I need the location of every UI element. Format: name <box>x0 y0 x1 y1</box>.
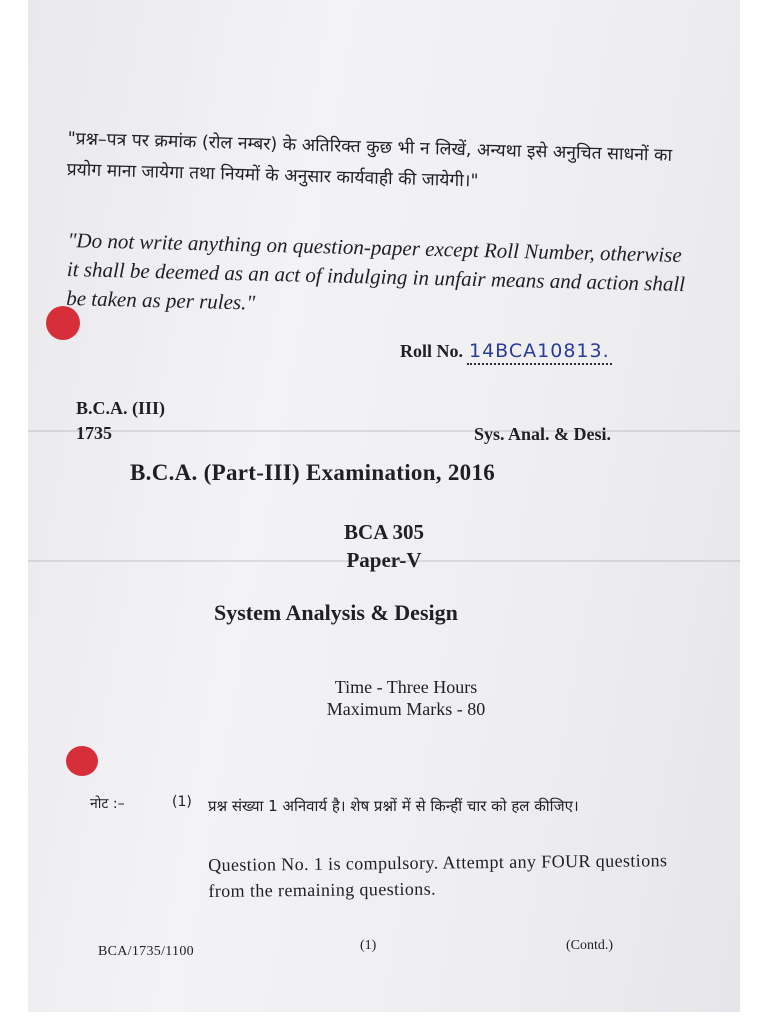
paper-code: BCA 305 <box>344 520 424 544</box>
footer-paper-code: BCA/1735/1100 <box>98 944 194 959</box>
paper-code-block <box>28 518 740 574</box>
hindi-warning-text: "प्रश्न–पत्र पर क्रमांक (रोल नम्बर) के अतिरिक्त कुछ भी न लिखें, अन्यथा इसे अनुचित साधनों का प्रयोग माना जायेगा तथा नियमों के अनुसार कार्यवाही की जायेगी।" <box>66 128 673 192</box>
roll-number-handwritten: 14BCA10813. <box>467 340 612 365</box>
english-warning-text: "Do not write anything on question-paper except Roll Number, otherwise it shall be deemed as an act of indulging in unfair means and action shall be taken as per rules." <box>65 227 686 315</box>
class-line: B.C.A. (III) <box>76 398 166 418</box>
time-allowed: Time - Three Hours <box>334 677 478 697</box>
roll-number-label: Roll No. <box>400 341 463 361</box>
footer-page-number: (1) <box>360 938 377 953</box>
paper-code-number: 1735 <box>76 423 112 443</box>
paper-title: System Analysis & Design <box>214 600 458 625</box>
exam-title: B.C.A. (Part-III) Examination, 2016 <box>130 460 496 485</box>
red-punch-mark <box>66 746 98 776</box>
exam-sheet <box>28 0 740 1012</box>
note-hindi-text: प्रश्न संख्या 1 अनिवार्य है। शेष प्रश्नों में से किन्हीं चार को हल कीजिए। <box>208 797 579 815</box>
time-marks-block <box>28 676 740 720</box>
subject-short-name: Sys. Anal. & Desi. <box>474 424 612 444</box>
maximum-marks: Maximum Marks - 80 <box>326 699 486 719</box>
class-code-block <box>76 396 165 446</box>
note-english-text: Question No. 1 is compulsory. Attempt any FOUR questions from the remaining questions. <box>208 850 668 901</box>
paper-number: Paper-V <box>346 548 422 572</box>
roll-number-row <box>400 340 612 365</box>
note-label: नोट :– <box>90 796 125 812</box>
note-number: (1) <box>172 794 192 810</box>
footer-continued: (Contd.) <box>566 938 614 953</box>
